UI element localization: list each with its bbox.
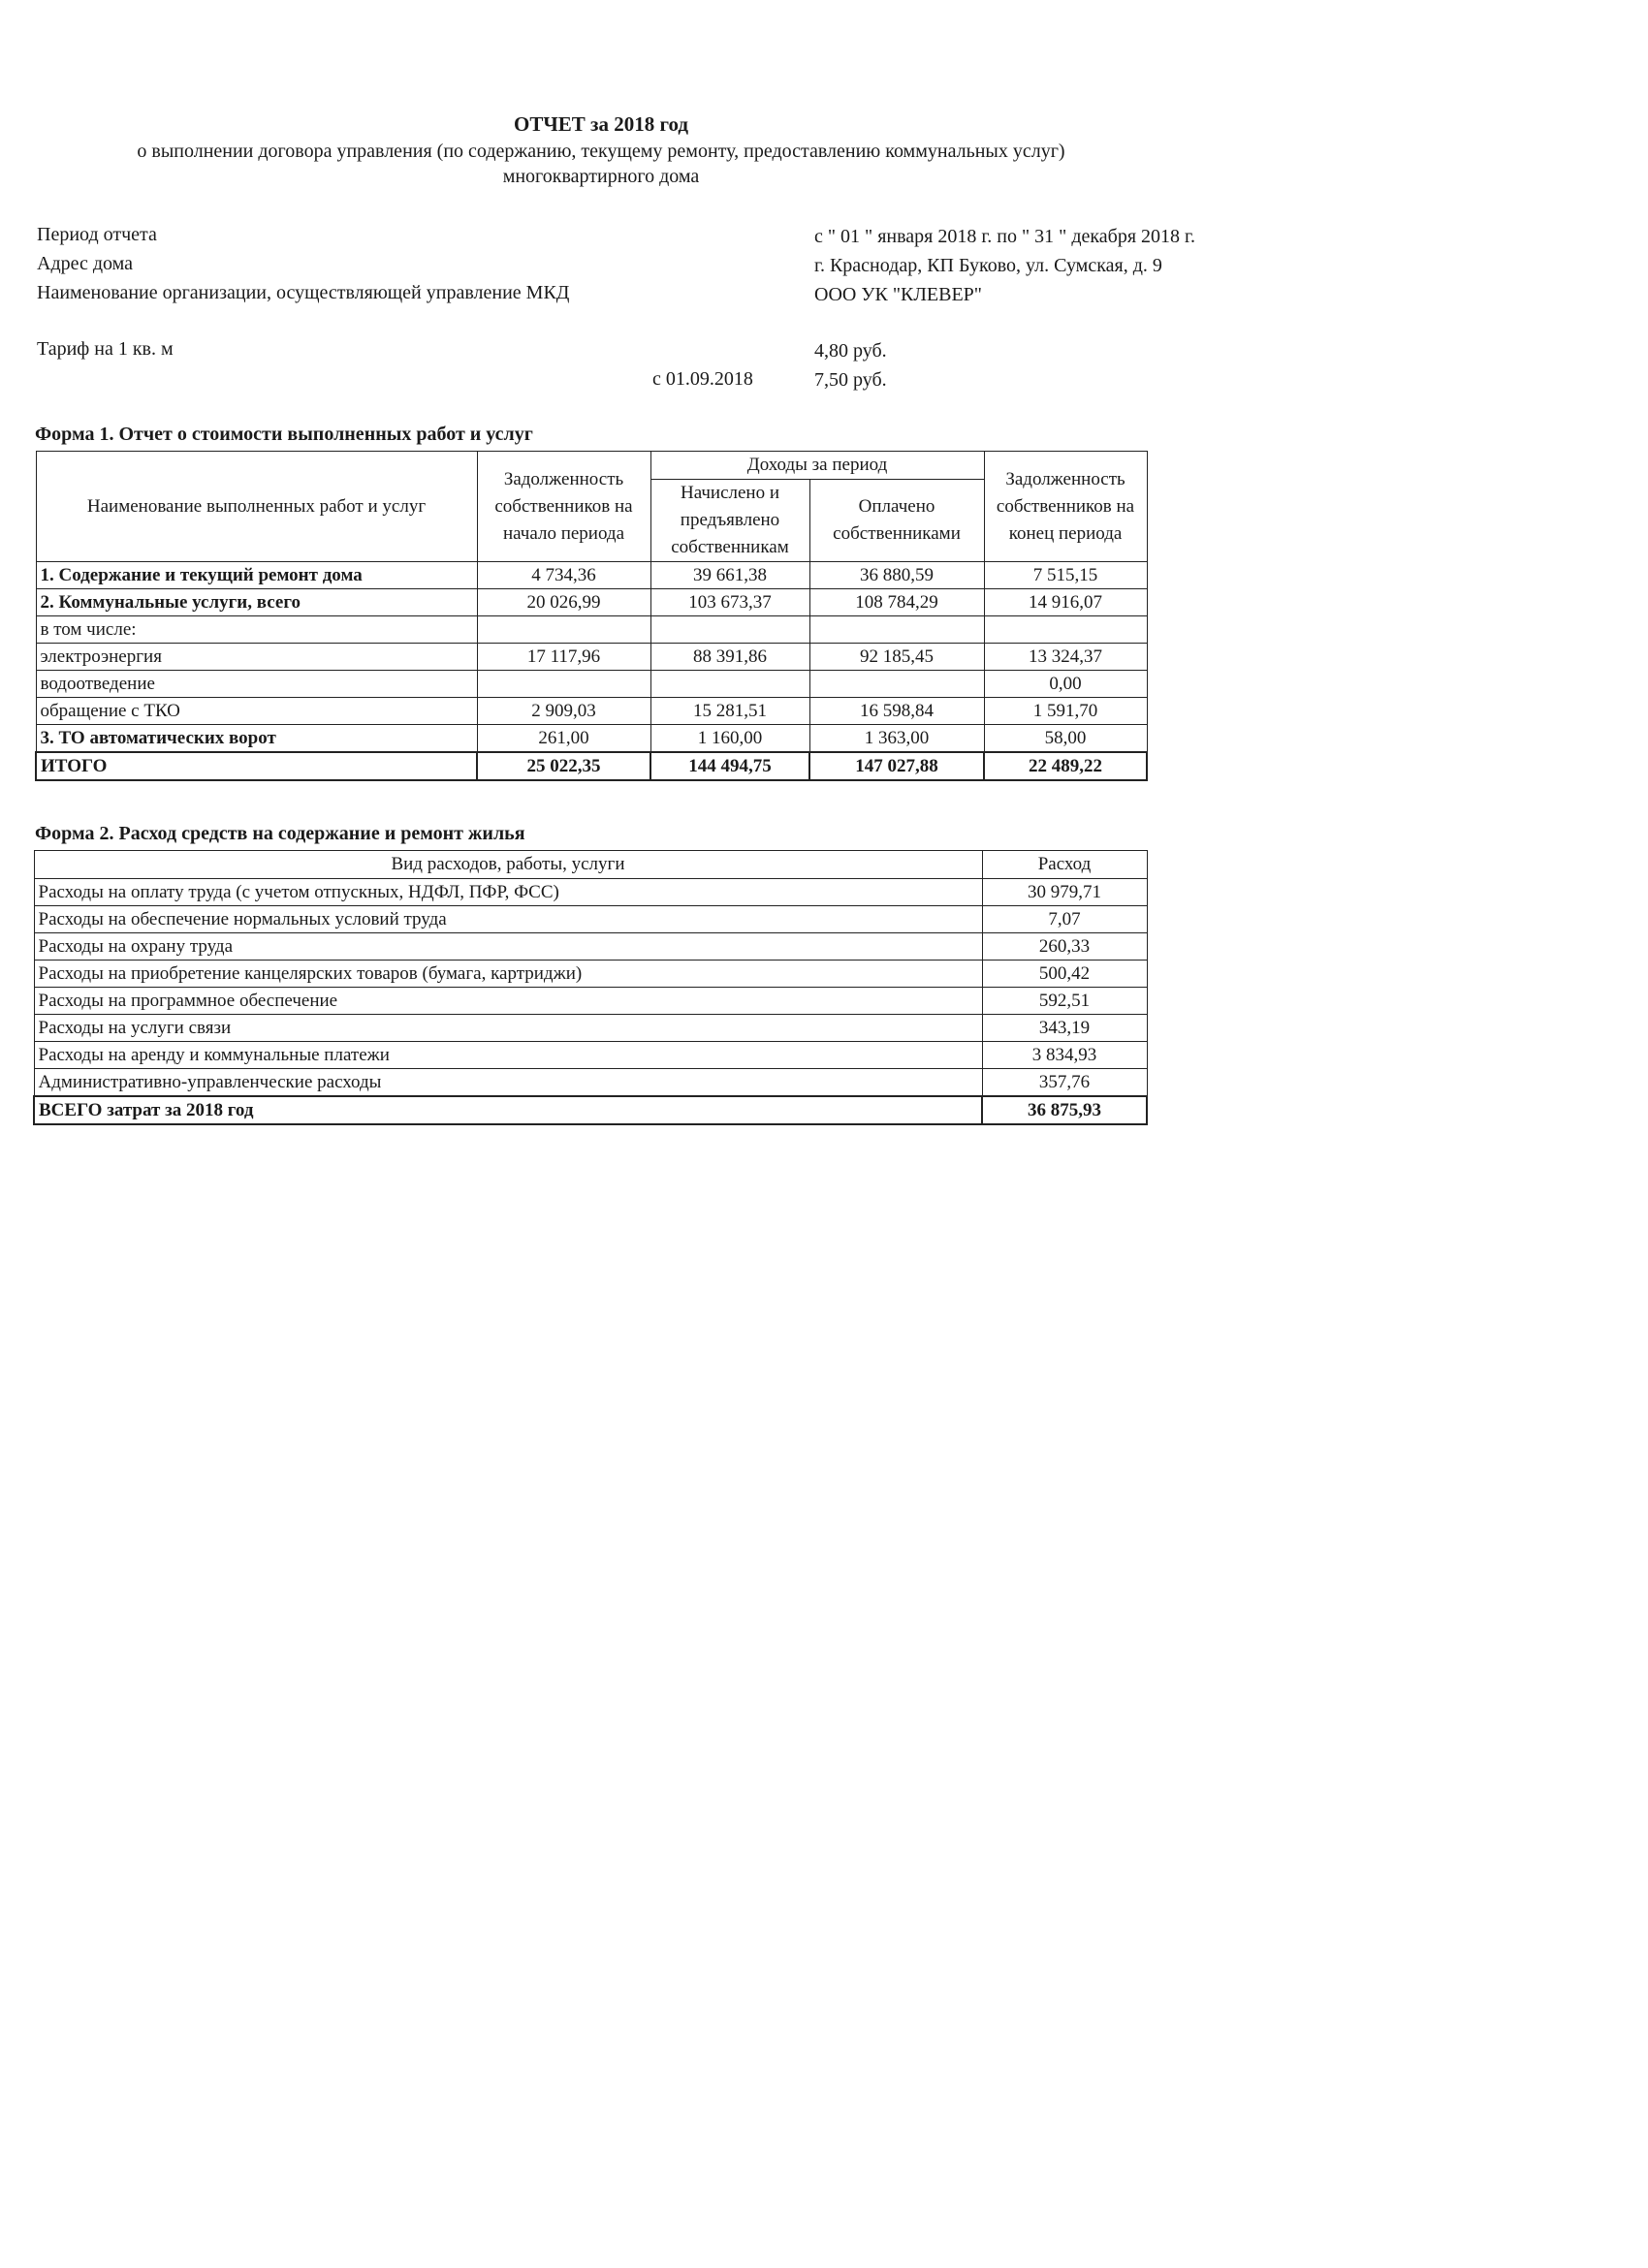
expense-kind-cell: Расходы на приобретение канцелярских товаров (бумага, картриджи) bbox=[34, 961, 982, 988]
form1-header-charged: Начислено и предъявлено собственникам bbox=[650, 480, 809, 562]
paid-cell: 36 880,59 bbox=[809, 562, 984, 589]
debt-start-cell bbox=[477, 616, 650, 644]
paid-cell: 16 598,84 bbox=[809, 698, 984, 725]
expense-amount-cell: 343,19 bbox=[982, 1015, 1147, 1042]
expense-kind-cell: Административно-управленческие расходы bbox=[34, 1069, 982, 1097]
table-row bbox=[36, 671, 1147, 698]
period-value: с " 01 " января 2018 г. по " 31 " декабря 2018 г. bbox=[814, 226, 1196, 247]
expense-amount-cell: 357,76 bbox=[982, 1069, 1147, 1097]
expense-kind-cell: Расходы на оплату труда (с учетом отпускных, НДФЛ, ПФР, ФСС) bbox=[34, 879, 982, 906]
tariff-label: Тариф на 1 кв. м bbox=[37, 338, 174, 360]
form2-table bbox=[33, 850, 1148, 1125]
table-row bbox=[36, 725, 1147, 753]
form2-header-kind: Вид расходов, работы, услуги bbox=[34, 851, 982, 879]
row-name: 2. Коммунальные услуги, всего bbox=[36, 589, 477, 616]
expense-kind-cell: Расходы на обеспечение нормальных условий труда bbox=[34, 906, 982, 933]
report-header bbox=[0, 111, 1202, 189]
paid-cell bbox=[809, 616, 984, 644]
row-name: электроэнергия bbox=[36, 644, 477, 671]
row-name: 3. ТО автоматических ворот bbox=[36, 725, 477, 753]
table-row bbox=[36, 562, 1147, 589]
charged-cell: 1 160,00 bbox=[650, 725, 809, 753]
form1-header-paid: Оплачено собственниками bbox=[809, 480, 984, 562]
debt-start-cell: 4 734,36 bbox=[477, 562, 650, 589]
expense-amount-cell: 500,42 bbox=[982, 961, 1147, 988]
table-row bbox=[36, 616, 1147, 644]
debt-start-cell: 17 117,96 bbox=[477, 644, 650, 671]
charged-cell: 39 661,38 bbox=[650, 562, 809, 589]
form1-title: Форма 1. Отчет о стоимости выполненных работ и услуг bbox=[35, 424, 533, 445]
debt-end-cell: 0,00 bbox=[984, 671, 1147, 698]
debt-start-cell bbox=[477, 671, 650, 698]
form1-header-debt-start: Задолженность собственников на начало периода bbox=[477, 452, 650, 562]
debt-end-cell: 7 515,15 bbox=[984, 562, 1147, 589]
table-row bbox=[36, 698, 1147, 725]
paid-cell: 108 784,29 bbox=[809, 589, 984, 616]
table-row bbox=[34, 1042, 1147, 1069]
expense-kind-cell: Расходы на программное обеспечение bbox=[34, 988, 982, 1015]
expense-kind-cell: Расходы на охрану труда bbox=[34, 933, 982, 961]
report-subtitle-2: многоквартирного дома bbox=[502, 166, 700, 187]
charged-cell: 15 281,51 bbox=[650, 698, 809, 725]
charged-cell: 103 673,37 bbox=[650, 589, 809, 616]
row-name: в том числе: bbox=[36, 616, 477, 644]
org-label: Наименование организации, осуществляющей управление МКД bbox=[37, 282, 570, 303]
expense-amount-cell: 36 875,93 bbox=[982, 1096, 1147, 1124]
report-title: ОТЧЕТ за 2018 год bbox=[514, 112, 688, 136]
charged-cell bbox=[650, 616, 809, 644]
table-row bbox=[34, 879, 1147, 906]
paid-cell: 92 185,45 bbox=[809, 644, 984, 671]
expense-amount-cell: 30 979,71 bbox=[982, 879, 1147, 906]
expense-kind-cell: ВСЕГО затрат за 2018 год bbox=[34, 1096, 982, 1124]
charged-cell bbox=[650, 671, 809, 698]
expense-kind-cell: Расходы на услуги связи bbox=[34, 1015, 982, 1042]
charged-cell: 144 494,75 bbox=[650, 752, 809, 780]
debt-end-cell: 13 324,37 bbox=[984, 644, 1147, 671]
form1-table bbox=[35, 451, 1148, 781]
row-name: 1. Содержание и текущий ремонт дома bbox=[36, 562, 477, 589]
table-row bbox=[34, 933, 1147, 961]
tariff2-value: 7,50 руб. bbox=[814, 369, 887, 391]
charged-cell: 88 391,86 bbox=[650, 644, 809, 671]
table-row bbox=[36, 589, 1147, 616]
address-value: г. Краснодар, КП Буково, ул. Сумская, д. 9 bbox=[814, 255, 1162, 276]
form1-header-debt-end: Задолженность собственников на конец периода bbox=[984, 452, 1147, 562]
expense-amount-cell: 7,07 bbox=[982, 906, 1147, 933]
form1-total-row bbox=[36, 752, 1147, 780]
org-value: ООО УК "КЛЕВЕР" bbox=[814, 284, 982, 305]
debt-end-cell: 1 591,70 bbox=[984, 698, 1147, 725]
debt-start-cell: 25 022,35 bbox=[477, 752, 650, 780]
debt-end-cell: 58,00 bbox=[984, 725, 1147, 753]
expense-amount-cell: 3 834,93 bbox=[982, 1042, 1147, 1069]
table-row bbox=[34, 906, 1147, 933]
row-name: обращение с ТКО bbox=[36, 698, 477, 725]
report-subtitle: о выполнении договора управления (по содержанию, текущему ремонту, предоставлению коммунальных услуг) bbox=[137, 141, 1065, 162]
form2-total-row bbox=[34, 1096, 1147, 1124]
paid-cell: 1 363,00 bbox=[809, 725, 984, 753]
form1-header-income: Доходы за период bbox=[650, 452, 984, 480]
table-row bbox=[36, 644, 1147, 671]
table-row bbox=[34, 988, 1147, 1015]
form1-header-name: Наименование выполненных работ и услуг bbox=[36, 452, 477, 562]
expense-kind-cell: Расходы на аренду и коммунальные платежи bbox=[34, 1042, 982, 1069]
form2-title: Форма 2. Расход средств на содержание и ремонт жилья bbox=[35, 823, 525, 844]
tariff2-date: с 01.09.2018 bbox=[652, 368, 753, 390]
period-label: Период отчета bbox=[37, 224, 157, 245]
form2-header-expense: Расход bbox=[982, 851, 1147, 879]
debt-end-cell: 22 489,22 bbox=[984, 752, 1147, 780]
table-row bbox=[34, 1069, 1147, 1097]
table-row bbox=[34, 1015, 1147, 1042]
expense-amount-cell: 260,33 bbox=[982, 933, 1147, 961]
table-row bbox=[34, 961, 1147, 988]
debt-end-cell: 14 916,07 bbox=[984, 589, 1147, 616]
debt-start-cell: 261,00 bbox=[477, 725, 650, 753]
debt-start-cell: 2 909,03 bbox=[477, 698, 650, 725]
address-label: Адрес дома bbox=[37, 253, 134, 274]
tariff-value: 4,80 руб. bbox=[814, 340, 887, 362]
row-name: ИТОГО bbox=[36, 752, 477, 780]
debt-start-cell: 20 026,99 bbox=[477, 589, 650, 616]
row-name: водоотведение bbox=[36, 671, 477, 698]
paid-cell bbox=[809, 671, 984, 698]
debt-end-cell bbox=[984, 616, 1147, 644]
paid-cell: 147 027,88 bbox=[809, 752, 984, 780]
expense-amount-cell: 592,51 bbox=[982, 988, 1147, 1015]
